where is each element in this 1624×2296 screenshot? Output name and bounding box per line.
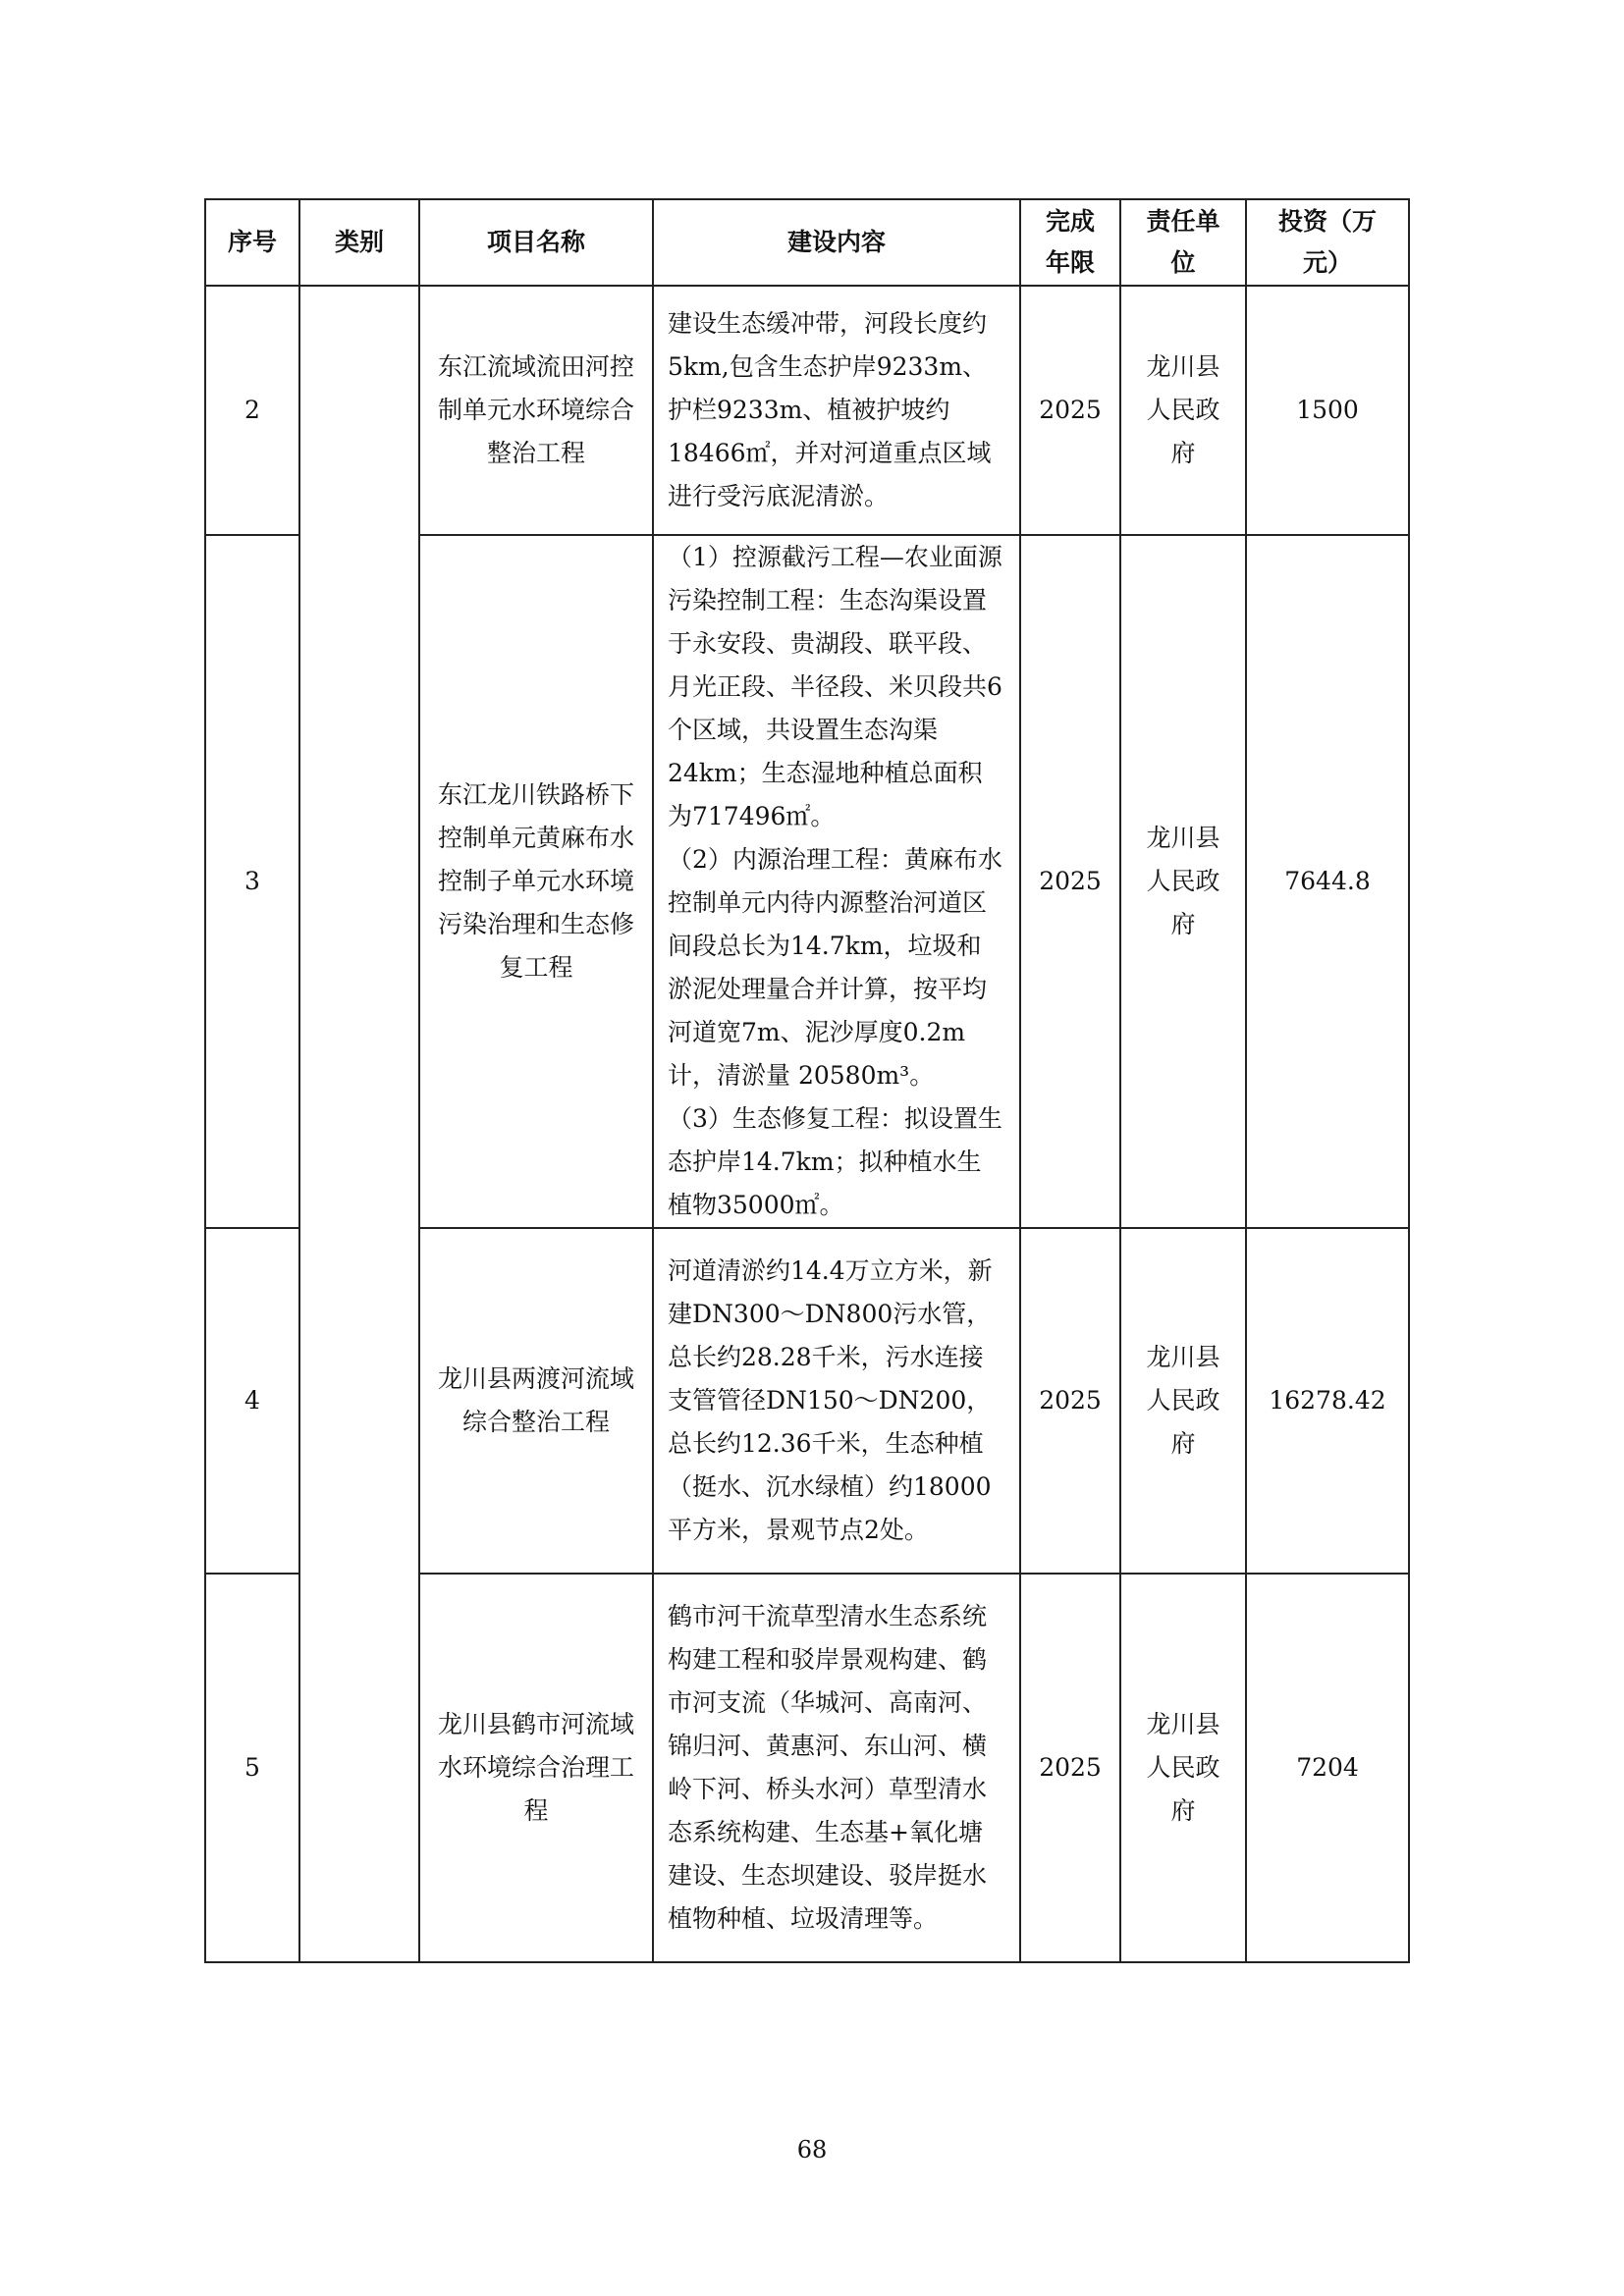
cell-name: 东江龙川铁路桥下控制单元黄麻布水控制子单元水环境污染治理和生态修复工程 (419, 535, 653, 1228)
content-paragraph: 鹤市河干流草型清水生态系统构建工程和驳岸景观构建、鹤市河支流（华城河、高南河、锦归河、黄惠河、东山河、横岭下河、桥头水河）草型清水态系统构建、生态基+氧化塘建设、生态坝建设、驳岸挺水植物种植、垃圾清理等。 (668, 1602, 988, 1933)
cell-deadline: 2025 (1020, 1574, 1120, 1962)
cell-deadline: 2025 (1020, 1228, 1120, 1574)
header-content: 建设内容 (653, 199, 1020, 286)
content-paragraph: 建设生态缓冲带，河段长度约5km,包含生态护岸9233m、护栏9233m、植被护坡约18466㎡，并对河道重点区域进行受污底泥清淤。 (668, 309, 992, 510)
cell-deadline: 2025 (1020, 535, 1120, 1228)
content-paragraph: 河道清淤约14.4万立方米，新建DN300～DN800污水管，总长约28.28千米，污水连接支管管径DN150～DN200，总长约12.36千米，生态种植（挺水、沉水绿植）约18000平方米，景观节点2处。 (668, 1256, 993, 1544)
project-table (204, 198, 1410, 1963)
cell-seq: 3 (205, 535, 299, 1228)
cell-content (653, 1574, 1020, 1962)
page-number: 68 (796, 2136, 828, 2163)
cell-deadline: 2025 (1020, 286, 1120, 535)
cell-content (653, 535, 1020, 1228)
header-deadline: 完成年限 (1020, 199, 1120, 286)
table-row (205, 286, 1409, 535)
cell-name: 龙川县两渡河流域综合整治工程 (419, 1228, 653, 1574)
cell-name: 龙川县鹤市河流域水环境综合治理工程 (419, 1574, 653, 1962)
table-header-row (205, 199, 1409, 286)
cell-invest: 16278.42 (1246, 1228, 1409, 1574)
cell-invest: 7204 (1246, 1574, 1409, 1962)
header-category: 类别 (299, 199, 419, 286)
header-invest: 投资（万元） (1246, 199, 1409, 286)
cell-category (299, 286, 419, 1962)
content-paragraph: （2）内源治理工程：黄麻布水控制单元内待内源整治河道区间段总长为14.7km，垃圾和淤泥处理量合并计算，按平均河道宽7m、泥沙厚度0.2m计，清淤量 20580m³。 (668, 845, 1002, 1090)
cell-invest: 7644.8 (1246, 535, 1409, 1228)
cell-seq: 2 (205, 286, 299, 535)
cell-name: 东江流域流田河控制单元水环境综合整治工程 (419, 286, 653, 535)
cell-unit: 龙川县人民政府 (1120, 1228, 1246, 1574)
header-name: 项目名称 (419, 199, 653, 286)
cell-content (653, 1228, 1020, 1574)
content-paragraph: （1）控源截污工程—农业面源污染控制工程：生态沟渠设置于永安段、贵湖段、联平段、月光正段、半径段、米贝段共6个区域，共设置生态沟渠24km；生态湿地种植总面积为717496㎡。 (668, 543, 1002, 830)
cell-content (653, 286, 1020, 535)
cell-unit: 龙川县人民政府 (1120, 1574, 1246, 1962)
cell-unit: 龙川县人民政府 (1120, 535, 1246, 1228)
cell-unit: 龙川县人民政府 (1120, 286, 1246, 535)
cell-seq: 5 (205, 1574, 299, 1962)
cell-seq: 4 (205, 1228, 299, 1574)
cell-invest: 1500 (1246, 286, 1409, 535)
content-paragraph: （3）生态修复工程：拟设置生态护岸14.7km；拟种植水生植物35000㎡。 (668, 1104, 1002, 1219)
header-seq: 序号 (205, 199, 299, 286)
header-unit: 责任单位 (1120, 199, 1246, 286)
